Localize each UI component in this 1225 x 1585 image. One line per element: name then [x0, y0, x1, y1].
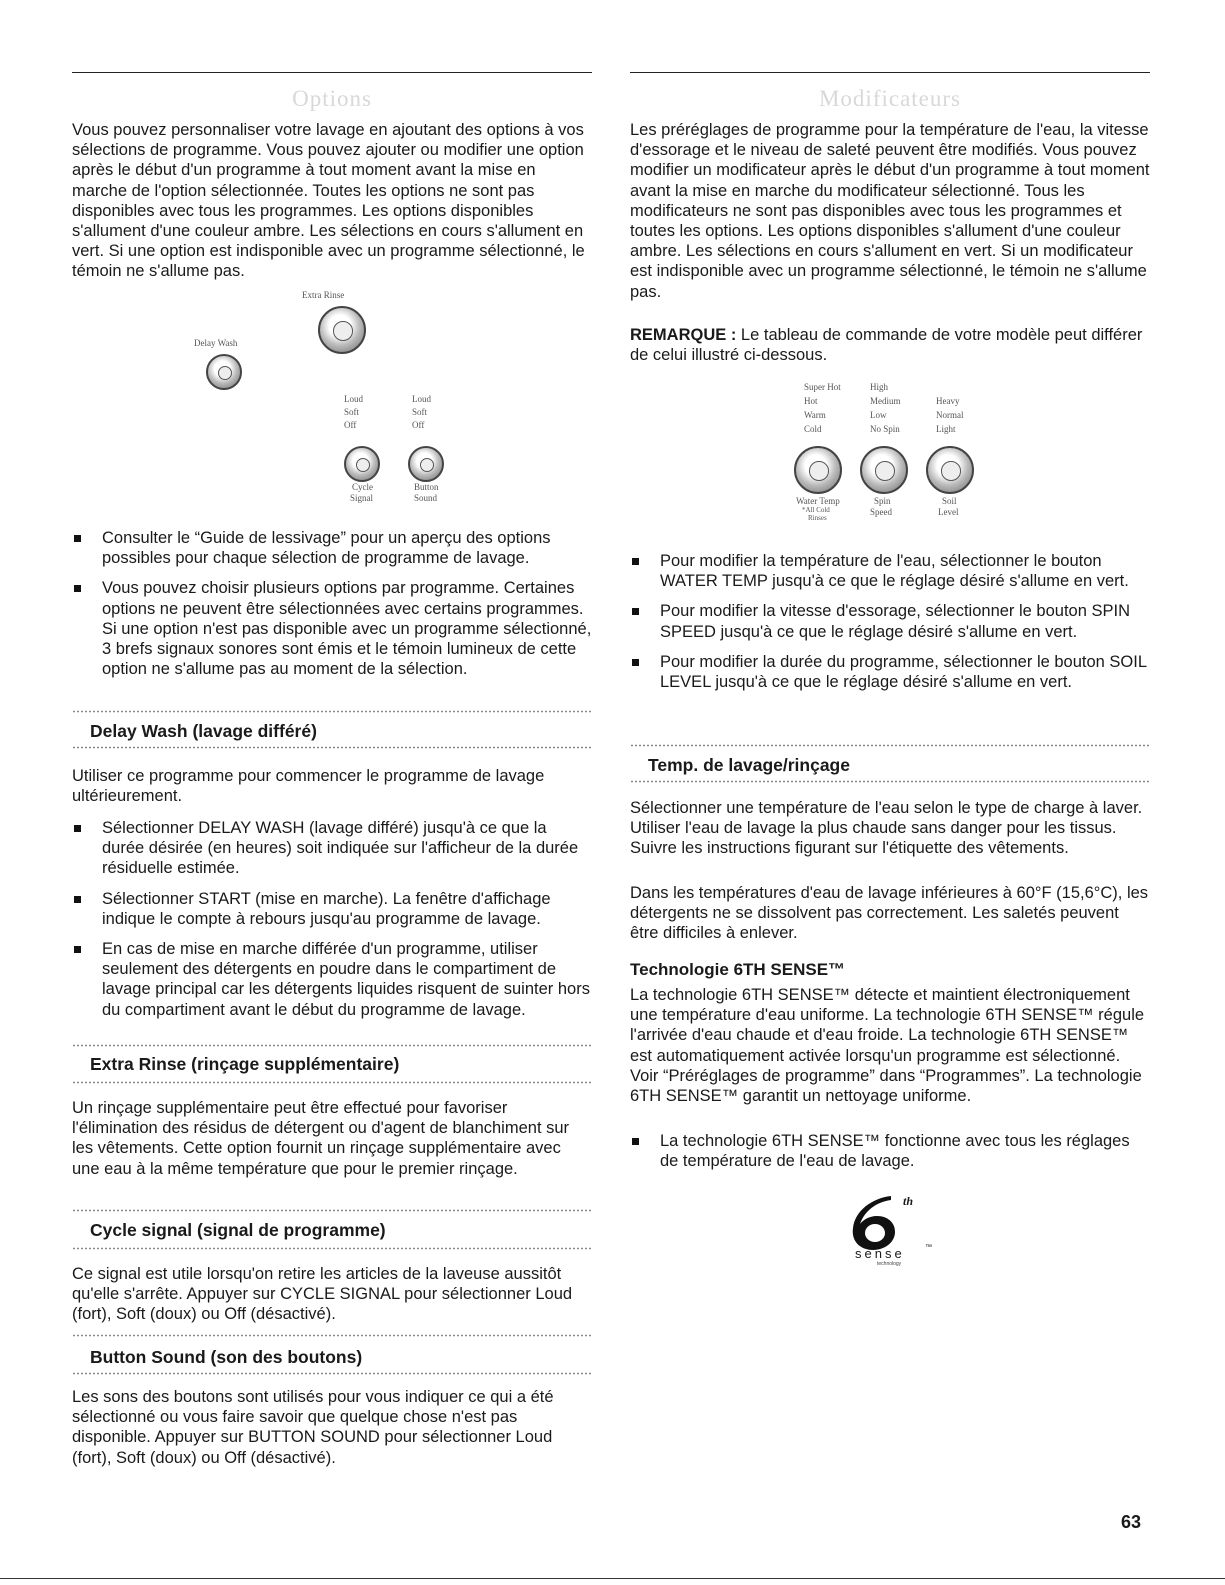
extra-rinse-label: Extra Rinse — [302, 290, 345, 300]
modifiers-bullets — [630, 551, 1150, 702]
dotted-rule — [72, 1044, 592, 1047]
page-number: 63 — [1120, 1512, 1141, 1532]
cycle-signal-level: Loud — [344, 394, 363, 404]
list-item: Consulter le “Guide de lessivage” pour un aperçu des options possibles pour chaque sélection de programme de lavage. — [72, 528, 592, 568]
button-sound-level: Soft — [412, 407, 428, 417]
list-item: Sélectionner START (mise en marche). La fenêtre d'affichage indique le compte à rebours jusqu'au programme de lavage. — [72, 889, 592, 929]
cycle-signal-level: Off — [344, 420, 357, 430]
temp-level: Warm — [804, 410, 826, 420]
water-temp-knob — [794, 446, 842, 494]
button-sound-level: Loud — [412, 394, 431, 404]
soil-label: Soil — [942, 496, 957, 506]
delay-wash-heading: Delay Wash (lavage différé) — [90, 721, 317, 741]
modifiers-intro: Les préréglages de programme pour la température de l'eau, la vitesse d'essorage et le niveau de saleté peuvent être modifiés. Vous pouvez modifier un modificateur après le début d'un programme à tout moment avant la mise en marche du modificateur sélectionné. Tous les modificateurs ne sont pas disponibles avec tous les programmes et toutes les options. Les options disponibles s'allument d'une couleur ambre. Les sélections en cours s'allument en vert. Si un modificateur est indisponible avec un programme sélectionné, le témoin ne s'allume pas. — [630, 121, 1150, 301]
cycle-signal-heading: Cycle signal (signal de programme) — [90, 1220, 386, 1240]
water-temp-label: Water Temp — [796, 496, 840, 506]
spin-level: Low — [870, 410, 887, 420]
extra-rinse-text: Un rinçage supplémentaire peut être effectué pour favoriser l'élimination des résidus de détergent ou d'agent de blanchiment sur les vêtements. Cette option fournit un rinçage supplémentaire avec une eau à la même température que pour le premier rinçage. — [72, 1099, 570, 1178]
cycle-label: Cycle — [352, 482, 373, 492]
extra-rinse-knob — [318, 306, 366, 354]
spin-level: Medium — [870, 396, 901, 406]
note — [630, 325, 1150, 365]
button-sound-text: Les sons des boutons sont utilisés pour vous indiquer ce qui a été sélectionné ou vous faire savoir que quelque chose n'est pas disponible. Appuyer sur BUTTON SOUND pour sélectionner Loud (fort), Soft (doux) ou Off (désactivé). — [72, 1388, 554, 1467]
spin-label: Spin — [874, 496, 891, 506]
temp-level: Cold — [804, 424, 822, 434]
delay-wash-bullets — [72, 818, 592, 1030]
soil-level: Light — [936, 424, 956, 434]
temp-level: Super Hot — [804, 382, 841, 392]
spin-level: No Spin — [870, 424, 900, 434]
logo-th: th — [903, 1194, 914, 1208]
list-item: En cas de mise en marche différée d'un programme, utiliser seulement des détergents en poudre dans le compartiment de lavage principal car les détergents liquides risquent de suinter hors du compartiment avant le début du programme de lavage. — [72, 939, 592, 1020]
dotted-rule — [72, 1247, 592, 1250]
cycle-signal-levels — [332, 394, 382, 444]
bottom-rule — [0, 1578, 1225, 1579]
soil-level: Heavy — [936, 396, 960, 406]
dotted-rule — [72, 1334, 592, 1337]
list-item: Vous pouvez choisir plusieurs options par programme. Certaines options ne peuvent être sélectionnées avec certains programmes. Si une option n'est pas disponible avec un programme sélectionné, 3 brefs signaux sonores sont émis et le témoin lumineux de cette option ne s'allume pas au moment de la sélection. — [72, 578, 592, 679]
button-sound-heading: Button Sound (son des boutons) — [90, 1347, 363, 1367]
note-label: REMARQUE : — [630, 326, 737, 344]
sense-bullets — [630, 1131, 1150, 1181]
temp-level: Hot — [804, 396, 818, 406]
options-intro: Vous pouvez personnaliser votre lavage en ajoutant des options à vos sélections de programme. Vous pouvez ajouter ou modifier une option après le début d'un programme à tout moment avant la mise en marche de l'option sélectionnée. Toutes les options ne sont pas disponibles avec tous les programmes. Les options disponibles s'allument d'une couleur ambre. Les sélections en cours s'allument en vert. Si une option est indisponible avec un programme sélectionné, le témoin ne s'allume pas. — [72, 121, 585, 281]
sound-label: Sound — [414, 493, 438, 503]
delay-wash-label: Delay Wash — [194, 338, 238, 348]
level-label: Level — [938, 507, 959, 517]
dotted-rule — [630, 780, 1150, 783]
options-title: Options — [292, 86, 372, 111]
speed-label: Speed — [870, 507, 892, 517]
options-bullets — [72, 528, 592, 689]
signal-label: Signal — [350, 493, 374, 503]
soil-level-knob — [926, 446, 974, 494]
sense-text: La technologie 6TH SENSE™ détecte et maintient électroniquement une température d'eau uniforme. La technologie 6TH SENSE™ régule l'arrivée d'eau chaude et d'eau froide. La technologie 6TH SENSE™ est automatiquement activée lorsqu'un programme est sélectionné. Voir “Préréglages de programme” dans “Programmes”. La technologie 6TH SENSE™ garantit un nettoyage uniforme. — [630, 986, 1145, 1106]
dotted-rule — [630, 744, 1150, 747]
delay-wash-text: Utiliser ce programme pour commencer le programme de lavage ultérieurement. — [72, 767, 545, 806]
rinses-label: Rinses — [808, 514, 827, 522]
options-panel-figure — [192, 288, 472, 516]
all-cold-label: *All Cold — [802, 506, 830, 514]
modifiers-panel-figure — [790, 382, 1020, 542]
dotted-rule — [72, 746, 592, 749]
extra-rinse-heading: Extra Rinse (rinçage supplémentaire) — [90, 1054, 400, 1074]
logo-word: sense — [855, 1246, 905, 1261]
sixth-sense-logo — [833, 1190, 943, 1270]
logo-sub: technology — [877, 1261, 902, 1267]
top-rule — [630, 72, 1150, 73]
cycle-signal-knob — [344, 446, 380, 482]
modifiers-title: Modificateurs — [818, 86, 961, 111]
spin-level: High — [870, 382, 888, 392]
list-item: Pour modifier la durée du programme, sélectionner le bouton SOIL LEVEL jusqu'à ce que le réglage désiré s'allume en vert. — [630, 652, 1150, 692]
button-sound-levels — [400, 394, 450, 444]
sense-heading: Technologie 6TH SENSE™ — [630, 960, 846, 979]
button-label: Button — [414, 482, 439, 492]
cycle-signal-text: Ce signal est utile lorsqu'on retire les articles de la laveuse aussitôt qu'elle s'arrête. Appuyer sur CYCLE SIGNAL pour sélectionner Loud (fort), Soft (doux) ou Off (désactivé). — [72, 1265, 573, 1324]
button-sound-knob — [408, 446, 444, 482]
logo-tm: ™ — [925, 1244, 932, 1251]
top-rule — [72, 72, 592, 73]
list-item: Pour modifier la vitesse d'essorage, sélectionner le bouton SPIN SPEED jusqu'à ce que le réglage désiré s'allume en vert. — [630, 601, 1150, 641]
dotted-rule — [72, 1081, 592, 1084]
list-item: La technologie 6TH SENSE™ fonctionne avec tous les réglages de température de l'eau de lavage. — [630, 1131, 1150, 1171]
button-sound-level: Off — [412, 420, 425, 430]
delay-wash-knob — [206, 354, 242, 390]
soil-level: Normal — [936, 410, 964, 420]
dotted-rule — [72, 1209, 592, 1212]
list-item: Sélectionner DELAY WASH (lavage différé) jusqu'à ce que la durée désirée (en heures) soit indiquée sur l'afficheur de la durée résiduelle estimée. — [72, 818, 592, 879]
list-item: Pour modifier la température de l'eau, sélectionner le bouton WATER TEMP jusqu'à ce que le réglage désiré s'allume en vert. — [630, 551, 1150, 591]
dotted-rule — [72, 1372, 592, 1375]
temp-text-1: Sélectionner une température de l'eau selon le type de charge à laver. Utiliser l'eau de lavage la plus chaude sans danger pour les tissus. Suivre les instructions figurant sur l'étiquette des vêtements. — [630, 799, 1143, 858]
spin-speed-knob — [860, 446, 908, 494]
note-text: Le tableau de commande de votre modèle peut différer de celui illustré ci-dessous. — [630, 326, 1143, 365]
temp-heading: Temp. de lavage/rinçage — [648, 755, 850, 775]
dotted-rule — [72, 710, 592, 713]
cycle-signal-level: Soft — [344, 407, 360, 417]
temp-text-2: Dans les températures d'eau de lavage inférieures à 60°F (15,6°C), les détergents ne se dissolvent pas correctement. Les saletés peuvent être difficiles à enlever. — [630, 884, 1149, 943]
